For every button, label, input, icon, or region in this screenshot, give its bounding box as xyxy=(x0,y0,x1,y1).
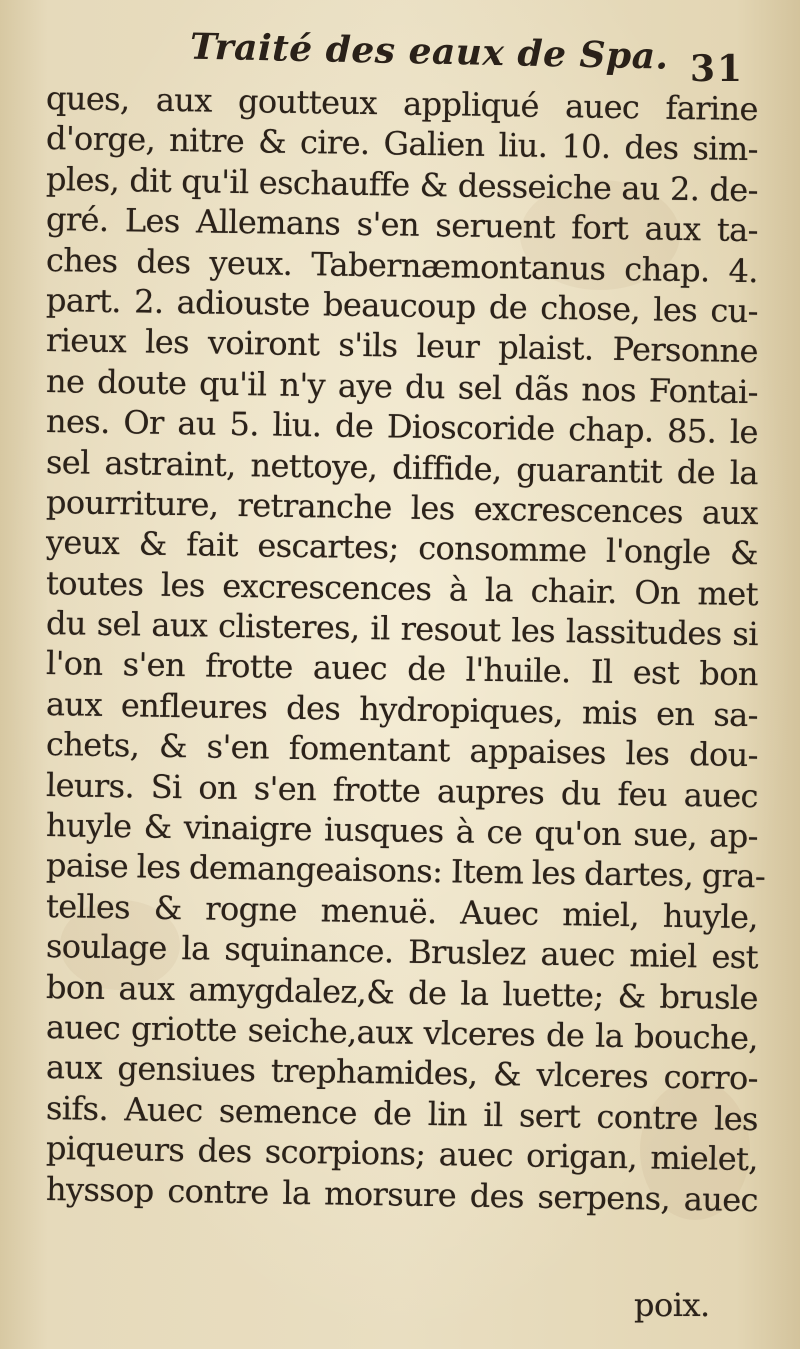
text-line: ches des yeux. Tabernæmontanus chap. 4. xyxy=(45,240,759,290)
text-line: aux enfleures des hydropiques, mis en sa- xyxy=(45,684,759,735)
text-line: pourriture, retranche les excrescences aux xyxy=(45,482,759,533)
text-line: part. 2. adiouste beaucoup de chose, les cu- xyxy=(45,280,759,331)
text-line: soulage la squinance. Bruslez auec miel est xyxy=(45,927,759,977)
text-line: ne doute qu'il n'y aye du sel dãs nos Fontai- xyxy=(45,361,759,411)
text-line: d'orge, nitre & cire. Galien liu. 10. des sim- xyxy=(45,119,759,169)
text-line: sel astraint, nettoye, diffide, guarantit de la xyxy=(45,442,759,492)
text-line: auec griotte seiche,aux vlceres de la bouche, xyxy=(45,1007,759,1058)
text-line: l'on s'en frotte auec de l'huile. Il est bon xyxy=(45,644,759,694)
text-line: ques, aux goutteux appliqué auec farine xyxy=(45,79,759,129)
text-line: aux gensiues trephamides, & vlceres corro- xyxy=(45,1048,759,1098)
text-line: chets, & s'en fomentant appaises les dou- xyxy=(45,725,759,775)
text-line: leurs. Si on s'en frotte aupres du feu auec xyxy=(45,765,759,815)
text-line: piqueurs des scorpions; auec origan, mielet, xyxy=(45,1129,759,1179)
running-title: Traité des eaux de Spa. xyxy=(189,25,670,78)
text-line: nes. Or au 5. liu. de Dioscoride chap. 85. le xyxy=(45,402,759,452)
page-number: 31 xyxy=(690,48,745,90)
text-line: sifs. Auec semence de lin il sert contre les xyxy=(45,1088,759,1138)
text-line: telles & rogne menuë. Auec miel, huyle, xyxy=(45,886,759,936)
text-line: ples, dit qu'il eschauffe & desseiche au 2. de- xyxy=(45,159,759,209)
text-line: yeux & fait escartes; consomme l'ongle & xyxy=(45,523,759,573)
text-line: bon aux amygdalez,& de la luette; & brusle xyxy=(45,967,759,1017)
catchword: poix. xyxy=(634,1286,710,1324)
text-line: toutes les excrescences à la chair. On met xyxy=(45,563,759,613)
body-text xyxy=(45,78,766,1219)
text-line: du sel aux clisteres, il resout les lassitudes si xyxy=(45,604,759,654)
text-line: hyssop contre la morsure des serpens, auec xyxy=(45,1169,759,1219)
text-line: paise les demangeaisons: Item les dartes, gra- xyxy=(45,846,766,896)
text-line: gré. Les Allemans s'en seruent fort aux ta- xyxy=(45,200,759,250)
text-line: rieux les voiront s'ils leur plaist. Personne xyxy=(45,321,759,371)
text-line: huyle & vinaigre iusques à ce qu'on sue, ap- xyxy=(45,806,759,856)
